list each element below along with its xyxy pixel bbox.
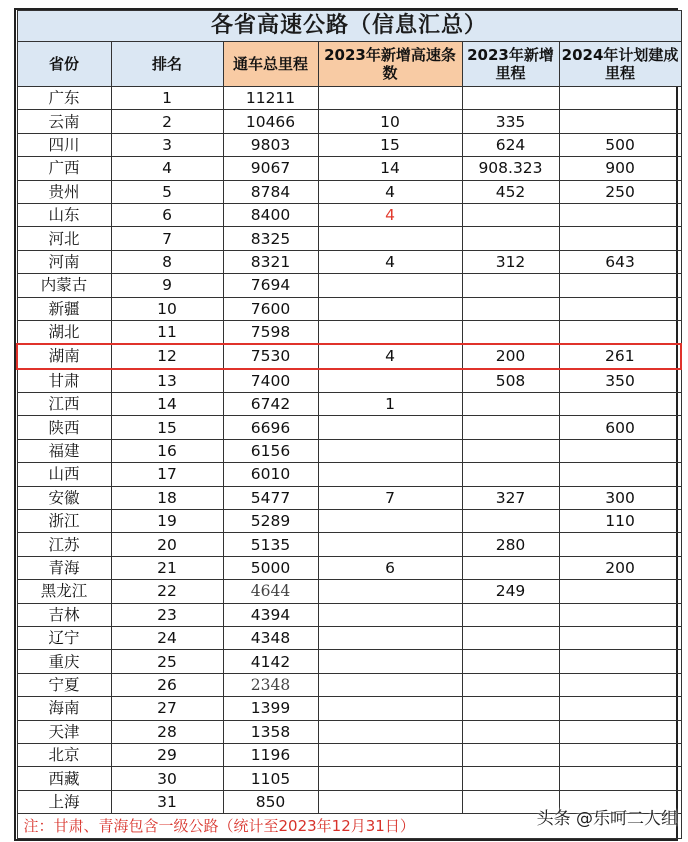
header-new-2023-count: 2023年新增高速条数 [318,42,462,87]
cell-new-mileage: 624 [462,133,559,156]
cell-province: 四川 [17,133,111,156]
cell-rank: 30 [111,767,223,790]
cell-total-mileage: 9803 [223,133,318,156]
cell-total-mileage: 6742 [223,393,318,416]
table-row [17,110,681,133]
cell-rank: 31 [111,790,223,813]
cell-new-mileage [462,87,559,110]
cell-plan-2024: 900 [559,157,681,180]
table-row [17,297,681,320]
cell-new-mileage [462,743,559,766]
cell-total-mileage: 7400 [223,369,318,393]
cell-plan-2024 [559,533,681,556]
table-row [17,673,681,696]
header-province: 省份 [17,42,111,87]
cell-new-mileage: 280 [462,533,559,556]
table-row [17,486,681,509]
cell-province: 安徽 [17,486,111,509]
cell-rank: 7 [111,227,223,250]
cell-total-mileage: 4644 [223,580,318,603]
cell-new-mileage: 335 [462,110,559,133]
cell-new-count [318,697,462,720]
cell-new-mileage [462,463,559,486]
table-row [17,626,681,649]
cell-new-mileage [462,297,559,320]
cell-new-count: 14 [318,157,462,180]
cell-plan-2024 [559,650,681,673]
cell-new-count [318,416,462,439]
highway-table [16,10,682,839]
cell-new-count [318,790,462,813]
cell-new-mileage [462,203,559,226]
header-new-2023-mileage: 2023年新增里程 [462,42,559,87]
table-row [17,533,681,556]
cell-new-count [318,274,462,297]
cell-rank: 10 [111,297,223,320]
table-row [17,720,681,743]
cell-total-mileage: 7598 [223,320,318,344]
table-row [17,603,681,626]
cell-new-mileage [462,626,559,649]
cell-new-count [318,767,462,790]
table-row [17,344,681,368]
cell-new-mileage: 312 [462,250,559,273]
cell-rank: 16 [111,439,223,462]
cell-total-mileage: 4348 [223,626,318,649]
cell-total-mileage: 5477 [223,486,318,509]
table-row [17,393,681,416]
cell-total-mileage: 11211 [223,87,318,110]
cell-province: 福建 [17,439,111,462]
watermark: 头条 @乐呵二人组 [536,809,678,829]
cell-new-count [318,720,462,743]
cell-province: 湖北 [17,320,111,344]
cell-province: 江西 [17,393,111,416]
cell-plan-2024 [559,274,681,297]
cell-new-count [318,533,462,556]
cell-rank: 9 [111,274,223,297]
table-row [17,203,681,226]
table-row [17,580,681,603]
cell-province: 海南 [17,697,111,720]
cell-total-mileage: 10466 [223,110,318,133]
table-row [17,416,681,439]
cell-rank: 8 [111,250,223,273]
table-row [17,743,681,766]
cell-new-mileage: 508 [462,369,559,393]
table-row [17,133,681,156]
cell-rank: 25 [111,650,223,673]
cell-total-mileage: 8321 [223,250,318,273]
cell-plan-2024 [559,463,681,486]
cell-plan-2024 [559,227,681,250]
cell-province: 山东 [17,203,111,226]
cell-plan-2024: 500 [559,133,681,156]
cell-rank: 14 [111,393,223,416]
cell-total-mileage: 1105 [223,767,318,790]
cell-rank: 12 [111,344,223,368]
cell-province: 江苏 [17,533,111,556]
cell-total-mileage: 8325 [223,227,318,250]
cell-new-count: 4 [318,180,462,203]
cell-new-count: 15 [318,133,462,156]
cell-rank: 24 [111,626,223,649]
table-title: 各省高速公路（信息汇总） [17,11,681,42]
cell-new-mileage [462,393,559,416]
cell-province: 贵州 [17,180,111,203]
cell-rank: 28 [111,720,223,743]
cell-plan-2024: 300 [559,486,681,509]
cell-total-mileage: 7530 [223,344,318,368]
cell-province: 吉林 [17,603,111,626]
cell-province: 陕西 [17,416,111,439]
table-row [17,369,681,393]
cell-new-count [318,626,462,649]
cell-province: 新疆 [17,297,111,320]
cell-new-count: 7 [318,486,462,509]
header-plan-2024: 2024年计划建成里程 [559,42,681,87]
cell-plan-2024: 643 [559,250,681,273]
cell-total-mileage: 1196 [223,743,318,766]
cell-plan-2024: 110 [559,510,681,533]
cell-rank: 6 [111,203,223,226]
cell-plan-2024: 600 [559,416,681,439]
cell-total-mileage: 5289 [223,510,318,533]
cell-new-mileage [462,697,559,720]
cell-province: 辽宁 [17,626,111,649]
cell-new-mileage [462,603,559,626]
cell-plan-2024 [559,603,681,626]
table-row [17,87,681,110]
table-row [17,180,681,203]
cell-total-mileage: 6696 [223,416,318,439]
table-row [17,320,681,344]
cell-new-count [318,673,462,696]
cell-plan-2024 [559,767,681,790]
cell-rank: 20 [111,533,223,556]
cell-new-count [318,297,462,320]
cell-plan-2024 [559,320,681,344]
cell-rank: 1 [111,87,223,110]
cell-plan-2024: 261 [559,344,681,368]
cell-new-count [318,580,462,603]
cell-province: 山西 [17,463,111,486]
cell-new-mileage: 249 [462,580,559,603]
cell-rank: 19 [111,510,223,533]
table-body [17,87,681,814]
cell-new-count: 6 [318,556,462,579]
cell-new-count [318,369,462,393]
cell-new-count: 4 [318,203,462,226]
cell-rank: 11 [111,320,223,344]
cell-province: 内蒙古 [17,274,111,297]
cell-new-mileage [462,673,559,696]
cell-new-count [318,87,462,110]
cell-new-count [318,320,462,344]
cell-total-mileage: 4142 [223,650,318,673]
cell-province: 黑龙江 [17,580,111,603]
cell-province: 湖南 [17,344,111,368]
cell-new-mileage: 452 [462,180,559,203]
cell-new-mileage [462,650,559,673]
cell-plan-2024 [559,87,681,110]
table-row [17,274,681,297]
cell-plan-2024 [559,673,681,696]
cell-rank: 5 [111,180,223,203]
cell-new-mileage [462,320,559,344]
cell-new-count [318,603,462,626]
header-total-mileage: 通车总里程 [223,42,318,87]
table-row [17,650,681,673]
cell-total-mileage: 2348 [223,673,318,696]
cell-rank: 26 [111,673,223,696]
cell-province: 甘肃 [17,369,111,393]
cell-new-mileage: 200 [462,344,559,368]
table-row [17,439,681,462]
cell-new-mileage [462,227,559,250]
cell-total-mileage: 9067 [223,157,318,180]
header-rank: 排名 [111,42,223,87]
cell-plan-2024: 200 [559,556,681,579]
cell-total-mileage: 5135 [223,533,318,556]
cell-plan-2024 [559,110,681,133]
cell-province: 青海 [17,556,111,579]
cell-new-count [318,463,462,486]
cell-total-mileage: 1399 [223,697,318,720]
cell-new-count [318,227,462,250]
cell-new-mileage [462,274,559,297]
table-row [17,463,681,486]
cell-plan-2024: 350 [559,369,681,393]
cell-rank: 4 [111,157,223,180]
table-row [17,767,681,790]
cell-rank: 18 [111,486,223,509]
cell-total-mileage: 6156 [223,439,318,462]
cell-plan-2024 [559,297,681,320]
cell-new-count: 4 [318,250,462,273]
cell-province: 广西 [17,157,111,180]
cell-province: 重庆 [17,650,111,673]
cell-new-mileage [462,556,559,579]
cell-plan-2024 [559,439,681,462]
cell-new-count [318,650,462,673]
cell-rank: 21 [111,556,223,579]
cell-rank: 17 [111,463,223,486]
table-row [17,250,681,273]
cell-rank: 22 [111,580,223,603]
cell-new-count: 4 [318,344,462,368]
cell-new-mileage [462,767,559,790]
cell-rank: 27 [111,697,223,720]
cell-total-mileage: 4394 [223,603,318,626]
cell-new-mileage: 327 [462,486,559,509]
cell-province: 河北 [17,227,111,250]
cell-province: 西藏 [17,767,111,790]
table-row [17,227,681,250]
cell-total-mileage: 8400 [223,203,318,226]
table-row [17,697,681,720]
cell-new-mileage [462,416,559,439]
cell-rank: 3 [111,133,223,156]
table-row [17,510,681,533]
footnote: 注：甘肃、青海包含一级公路（统计至2023年12月31日） [17,814,681,839]
cell-plan-2024: 250 [559,180,681,203]
cell-province: 上海 [17,790,111,813]
cell-rank: 15 [111,416,223,439]
cell-province: 浙江 [17,510,111,533]
cell-province: 北京 [17,743,111,766]
cell-rank: 29 [111,743,223,766]
table-row [17,157,681,180]
cell-plan-2024 [559,626,681,649]
cell-new-count: 10 [318,110,462,133]
cell-total-mileage: 1358 [223,720,318,743]
cell-plan-2024 [559,203,681,226]
cell-plan-2024 [559,720,681,743]
cell-new-mileage [462,720,559,743]
cell-plan-2024 [559,743,681,766]
cell-province: 河南 [17,250,111,273]
cell-new-count: 1 [318,393,462,416]
cell-total-mileage: 5000 [223,556,318,579]
cell-province: 广东 [17,87,111,110]
cell-total-mileage: 850 [223,790,318,813]
cell-new-count [318,439,462,462]
cell-province: 宁夏 [17,673,111,696]
cell-rank: 13 [111,369,223,393]
cell-plan-2024 [559,697,681,720]
cell-plan-2024 [559,580,681,603]
table-row [17,556,681,579]
cell-total-mileage: 7600 [223,297,318,320]
highway-table-sheet [14,8,678,841]
cell-total-mileage: 6010 [223,463,318,486]
cell-new-mileage [462,510,559,533]
cell-new-count [318,510,462,533]
header-row [17,42,681,87]
cell-province: 天津 [17,720,111,743]
cell-rank: 2 [111,110,223,133]
cell-new-mileage [462,439,559,462]
cell-total-mileage: 8784 [223,180,318,203]
cell-new-count [318,743,462,766]
cell-province: 云南 [17,110,111,133]
cell-total-mileage: 7694 [223,274,318,297]
cell-new-mileage: 908.323 [462,157,559,180]
cell-rank: 23 [111,603,223,626]
cell-plan-2024 [559,393,681,416]
